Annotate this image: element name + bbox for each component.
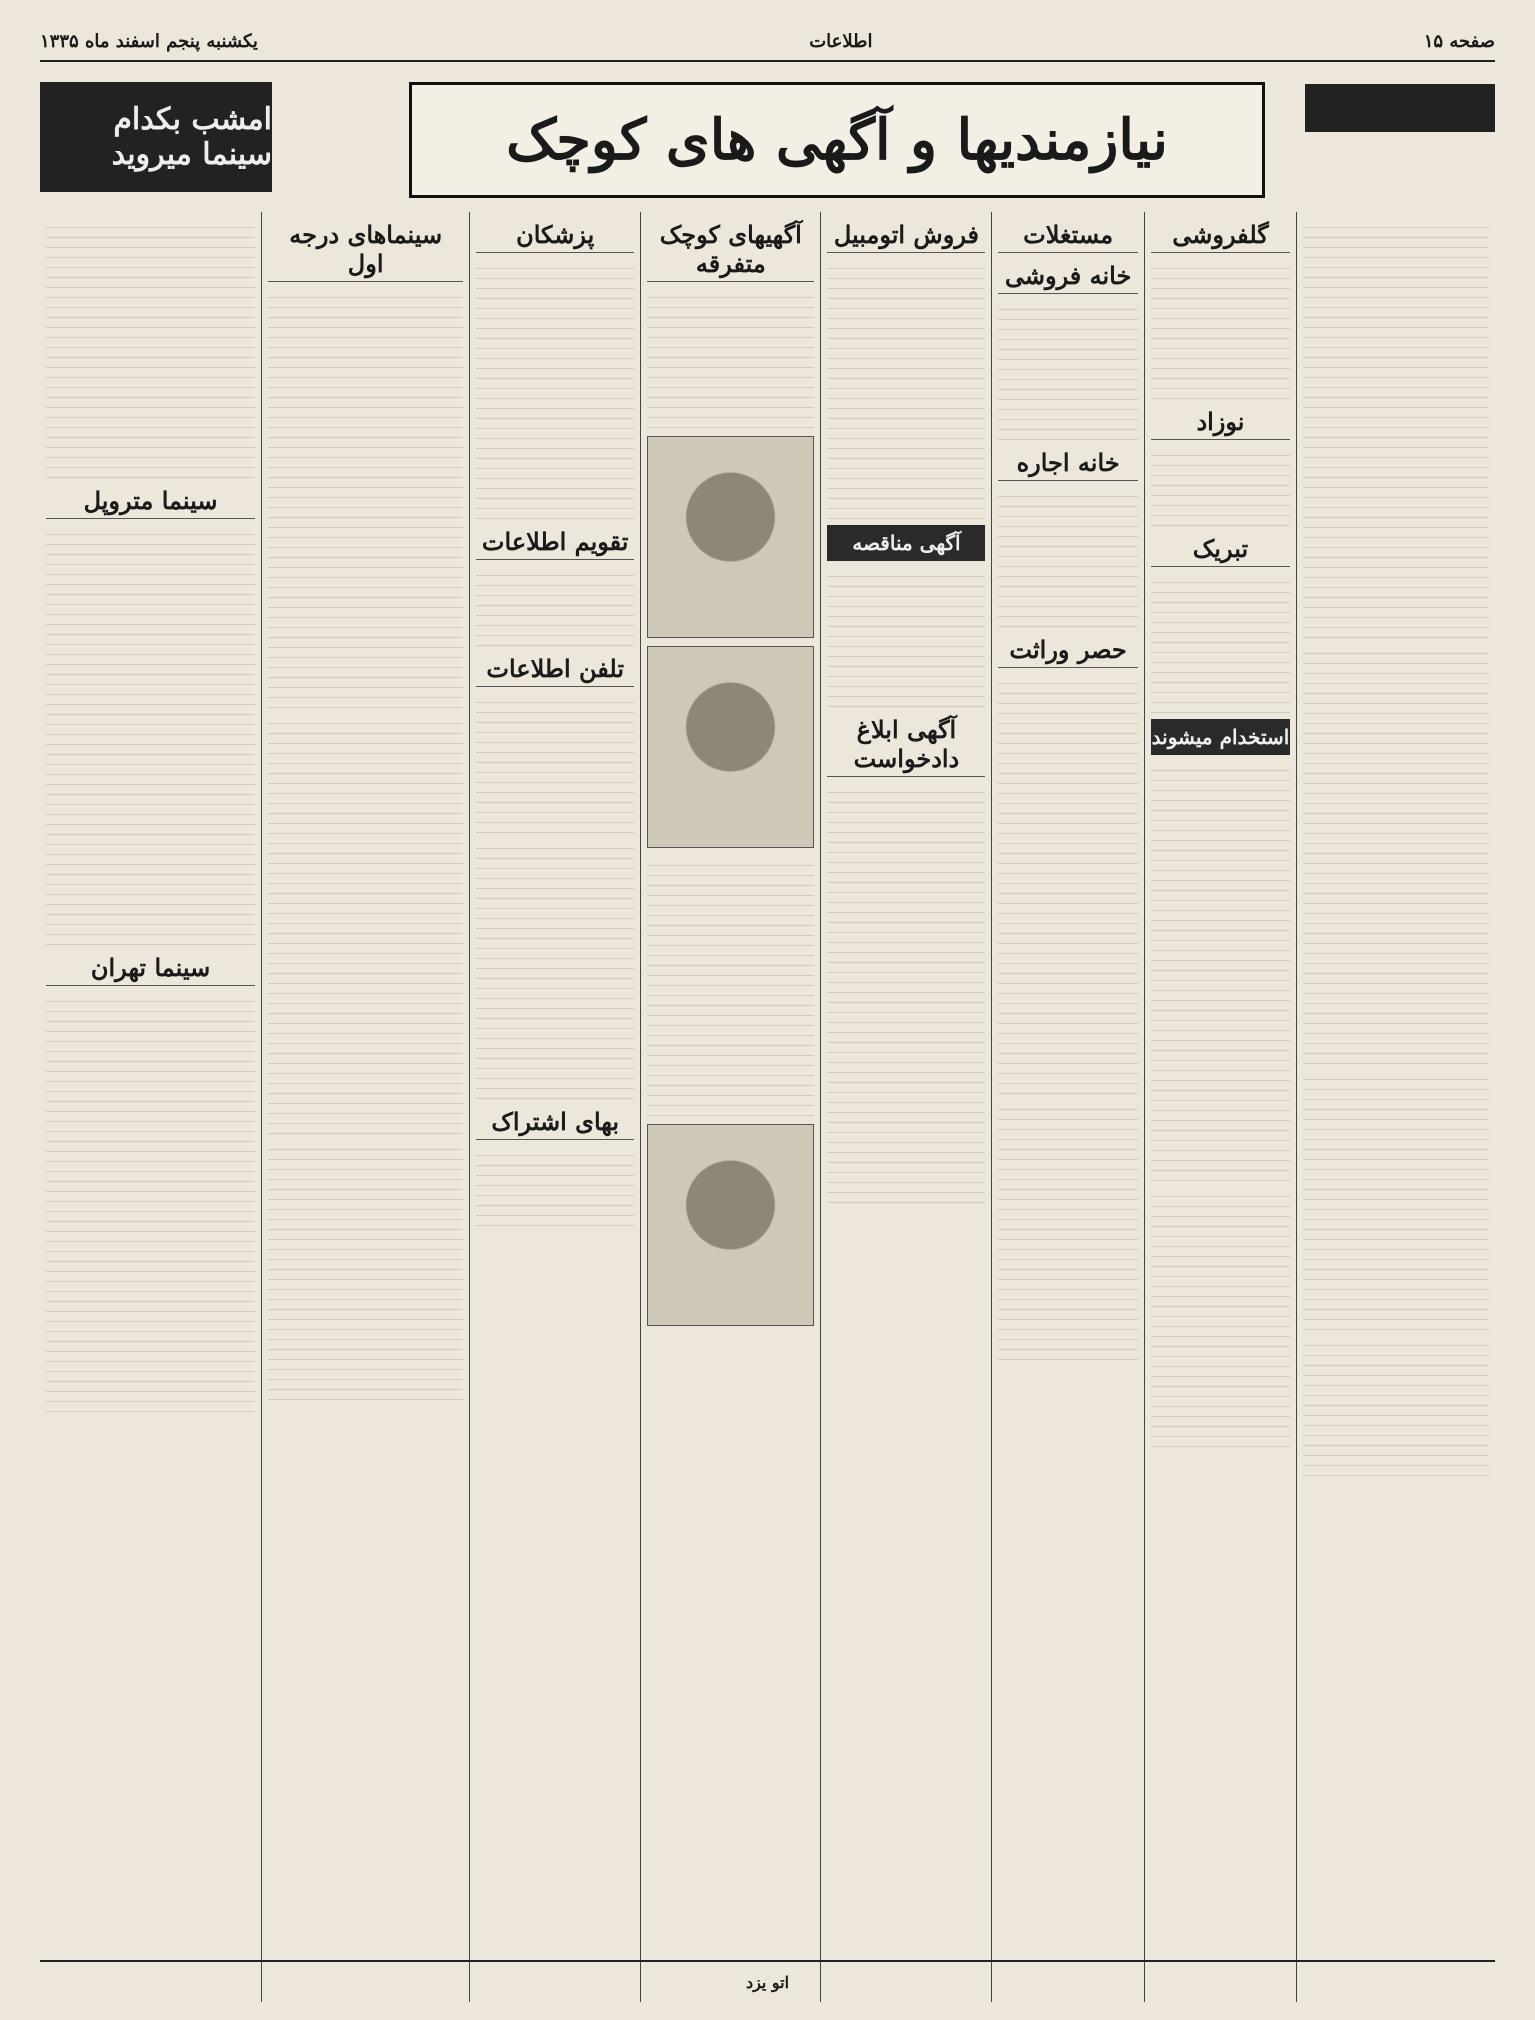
text-block [476,839,634,1099]
column-8 [40,212,261,2002]
text-block [1151,259,1290,399]
section-heading: بهای اشتراک [476,1107,634,1140]
text-block [1303,218,1489,638]
column-7 [261,212,469,2002]
text-block [998,487,1137,627]
section-heading: تلفن اطلاعات [476,654,634,687]
text-block [46,992,255,1412]
column-3 [991,212,1143,2002]
text-block [647,288,814,428]
section-heading: آگهی ابلاغ دادخواست [827,715,985,777]
paper-name: اطلاعات [809,30,873,52]
section-heading: استخدام میشوند [1151,719,1290,755]
text-block [1151,446,1290,526]
section-heading: مستغلات [998,220,1137,253]
illustration-ad [647,646,814,848]
text-block [268,288,463,708]
text-block [1303,1336,1489,1476]
text-block [476,566,634,646]
footer-heading: اتو یزد [745,1972,790,1992]
column-6 [469,212,640,2002]
text-block [1151,761,1290,1181]
corner-section-title [1305,84,1495,132]
classifieds-banner: نیازمندیها و آگهی های کوچک [409,82,1265,198]
masthead [40,22,1495,62]
text-block [46,218,255,478]
section-heading: حصر وراثت [998,635,1137,668]
section-heading: تقویم اطلاعات [476,527,634,560]
text-block [268,1140,463,1400]
text-block [268,714,463,1134]
text-block [46,525,255,945]
text-block [1151,573,1290,713]
section-heading: نوزاد [1151,407,1290,440]
column-5 [640,212,820,2002]
column-4 [820,212,991,2002]
section-heading: خانه اجاره [998,448,1137,481]
section-heading: تبریک [1151,534,1290,567]
text-block [827,783,985,1203]
text-block [827,259,985,519]
section-heading: گلفروشی [1151,220,1290,253]
text-block [1303,644,1489,1064]
section-heading: پزشکان [476,220,634,253]
text-block [1303,1070,1489,1330]
text-block [476,1146,634,1226]
text-block [998,300,1137,440]
section-heading: آگهی مناقصه [827,525,985,561]
text-block [476,259,634,519]
columns [40,212,1495,2002]
section-heading: فروش اتومبیل [827,220,985,253]
section-heading: سینماهای درجه اول [268,220,463,282]
section-heading: سینما متروپل [46,486,255,519]
column-1 [1296,212,1495,2002]
footer-strip [40,1960,1495,2002]
illustration-ad [647,436,814,638]
newspaper-page [40,22,1495,2002]
text-block [998,1100,1137,1360]
text-block [1151,1187,1290,1447]
text-block [998,674,1137,1094]
section-heading: خانه فروشی [998,261,1137,294]
issue-date: یکشنبه پنجم اسفند ماه ۱۳۳۵ [40,30,258,52]
section-heading: سینما تهران [46,953,255,986]
text-block [647,856,814,1116]
column-2 [1144,212,1296,2002]
illustration-ad [647,1124,814,1326]
section-heading: آگهیهای کوچک متفرقه [647,220,814,282]
page-number: صفحه ۱۵ [1423,30,1495,52]
text-block [476,693,634,833]
cinema-banner: امشب بکدام سینما میروید [40,82,272,192]
text-block [827,567,985,707]
